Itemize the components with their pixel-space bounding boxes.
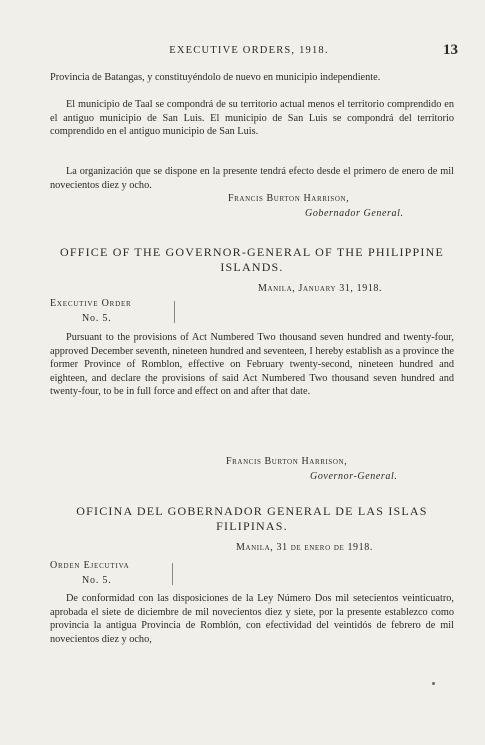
order-number-english: No. 5.: [82, 313, 112, 324]
place-date-spanish: [236, 542, 373, 553]
paragraph-continuation: Provincia de Batangas, y constituyéndolo de nuevo en municipio independiente.: [50, 72, 381, 83]
paragraph-taal: El municipio de Taal se compondrá de su territorio actual menos el territorio comprendido en el antiguo municipio de San Luis. El municipio de San Luis se compondrá del territorio comprendido en el antiguo municipio de San Luis.: [50, 99, 454, 137]
signer-name-english: Francis Burton Harrison,: [226, 456, 348, 467]
ink-speck: [432, 682, 435, 685]
running-header: [40, 44, 458, 60]
order-type-spanish: Orden Ejecutiva: [50, 560, 130, 571]
place-date-english-text: Manila, January 31, 1918.: [258, 283, 383, 294]
order-body-spanish: De conformidad con las disposiciones de la Ley Número Dos mil setecientos veinticuatro, aprobada el siete de diciembre de mil novecientos diez y siete, por la presente establezco como provincia la antigua Provincia de Romblón, con efectividad del veintidós de febrero de mil novecientos diez y ocho,: [50, 593, 454, 645]
office-heading-spanish: OFICINA DEL GOBERNADOR GENERAL DE LAS ISLAS FILIPINAS.: [76, 504, 428, 533]
signer-name: Francis Burton Harrison,: [228, 193, 350, 204]
order-body-english: Pursuant to the provisions of Act Numbered Two thousand seven hundred and twenty-four, approved December seventh, nineteen hundred and seventeen, I hereby establish as a province the former Province of Romblon, effective on February twenty-second, nineteen hundred and eighteen, and declare the provisions of said Act Numbered Two thousand seven hundred and twenty-four, to be in full force and effect on and after that date.: [50, 332, 454, 397]
page-number: 13: [443, 42, 458, 58]
signer-title-english: Governor-General.: [310, 471, 398, 482]
brace-mark: [170, 301, 175, 323]
brace-mark: [168, 563, 173, 585]
place-date-english: [258, 283, 382, 294]
order-number-spanish: No. 5.: [82, 575, 112, 586]
running-title: EXECUTIVE ORDERS, 1918.: [169, 45, 329, 56]
signer-title: Gobernador General.: [305, 208, 404, 219]
order-type-english: Executive Order: [50, 298, 132, 309]
office-heading-english: OFFICE OF THE GOVERNOR-GENERAL OF THE PHILIPPINE ISLANDS.: [59, 245, 445, 274]
place-date-spanish-text: Manila, 31 de enero de 1918.: [236, 542, 373, 553]
paragraph-organizacion: La organización que se dispone en la presente tendrá efecto desde el primero de enero de mil novecientos diez y ocho.: [50, 166, 454, 191]
